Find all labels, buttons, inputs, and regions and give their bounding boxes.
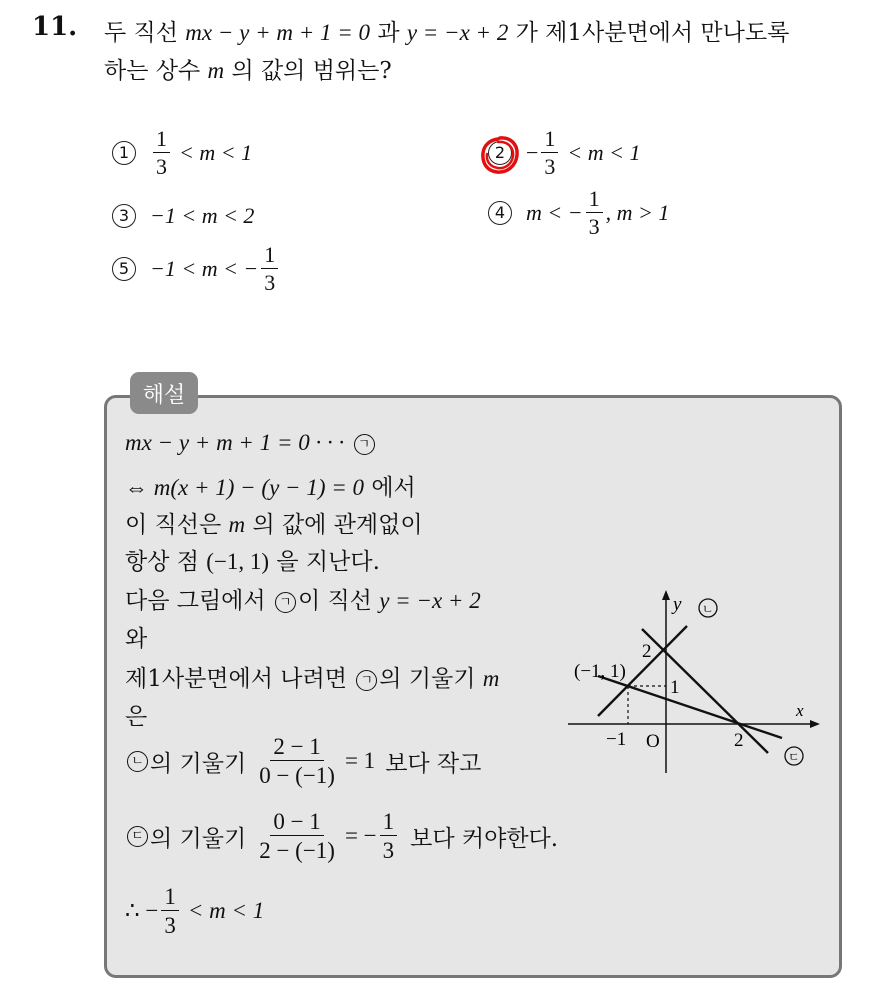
solution-graph <box>560 585 830 785</box>
tick-neg1-label: −1 <box>606 729 627 750</box>
question-line-1: 두 직선 mx − y + m + 1 = 0 과 y = −x + 2 가 제1사분면에서 만나도록 <box>104 20 790 46</box>
solution-conclusion: ∴ − $\frac{1}{3}$ < m < 1 <box>125 884 265 938</box>
y-axis-arrow <box>662 590 670 600</box>
option-1-text: < m < 1 <box>179 140 253 165</box>
option-2-marker: 2 <box>488 141 512 165</box>
question-line-2: 하는 상수 m 의 값의 범위는? <box>104 58 392 84</box>
mark-nieun-icon: ㄴ <box>127 751 148 772</box>
option-4[interactable] <box>488 188 669 238</box>
solution-line-7: 제1사분면에서 나려면 ㄱ 의 기울기 m <box>125 666 500 692</box>
solution-line-10: ㄷ 의 기울기 $\frac{0 - 1}{2 - (-1)}$ = − $\frac{1}{3}$ 보다 커야한다. <box>125 810 558 862</box>
solution-line-6: 와 <box>125 626 148 652</box>
solution-line-2: ⇔ m(x + 1) − (y − 1) = 0 에서 <box>125 475 416 501</box>
option-5-text: −1 < m < − <box>150 256 259 281</box>
x-axis-label: x <box>796 701 804 720</box>
solution-line-4: 항상 점 (−1, 1) 을 지난다. <box>125 549 380 575</box>
tick-y2-label: 2 <box>642 641 652 662</box>
solution-line-9: ㄴ 의 기울기 $\frac{2 - 1}{0 - (-1)}$ = 1 보다 작고 <box>125 735 481 787</box>
option-2-prefix: − <box>526 140 539 165</box>
option-4-fraction: $\frac{1}{3}$ <box>586 188 603 238</box>
option-1-fraction: $\frac{1}{3}$ <box>153 128 170 178</box>
option-4-text-b: , m > 1 <box>605 200 670 225</box>
option-5-marker: 5 <box>112 257 136 281</box>
option-3[interactable] <box>112 203 254 229</box>
point-label: (−1, 1) <box>574 661 626 682</box>
option-2-text: < m < 1 <box>567 140 641 165</box>
origin-label: O <box>646 731 660 752</box>
option-1-marker: 1 <box>112 141 136 165</box>
mark-giyeok-icon: ㄱ <box>354 434 375 455</box>
option-5[interactable] <box>112 244 281 294</box>
option-2-fraction: $\frac{1}{3}$ <box>541 128 558 178</box>
solution-line-5: 다음 그림에서 ㄱ 이 직선 y = −x + 2 <box>125 588 481 614</box>
line-y-neg-x-plus-2 <box>642 629 768 753</box>
option-3-marker: 3 <box>112 204 136 228</box>
option-2[interactable] <box>488 128 641 178</box>
solution-tab: 해설 <box>130 372 198 414</box>
mark-giyeok-icon: ㄱ <box>356 670 377 691</box>
x-axis-arrow <box>810 720 820 728</box>
solution-line-3: 이 직선은 m 의 값에 관계없이 <box>125 512 423 538</box>
solution-line-8: 은 <box>125 704 148 730</box>
mark-giyeok-icon: ㄱ <box>275 592 296 613</box>
question-number: 11. <box>32 12 78 42</box>
option-4-marker: 4 <box>488 201 512 225</box>
option-5-fraction: $\frac{1}{3}$ <box>261 244 278 294</box>
option-1[interactable] <box>112 128 252 178</box>
y-axis-label: y <box>673 594 682 615</box>
option-4-text-a: m < − <box>526 200 583 225</box>
tick-y1-label: 1 <box>670 677 680 698</box>
mark-digeut-icon: ㄷ <box>127 826 148 847</box>
tick-x2-label: 2 <box>734 730 744 751</box>
nieun-mark-text: ㄴ <box>702 602 714 616</box>
solution-line-1: mx − y + m + 1 = 0 · · · ㄱ <box>125 430 377 456</box>
option-3-text: −1 < m < 2 <box>150 203 255 228</box>
digeut-mark-text: ㄷ <box>788 750 800 764</box>
